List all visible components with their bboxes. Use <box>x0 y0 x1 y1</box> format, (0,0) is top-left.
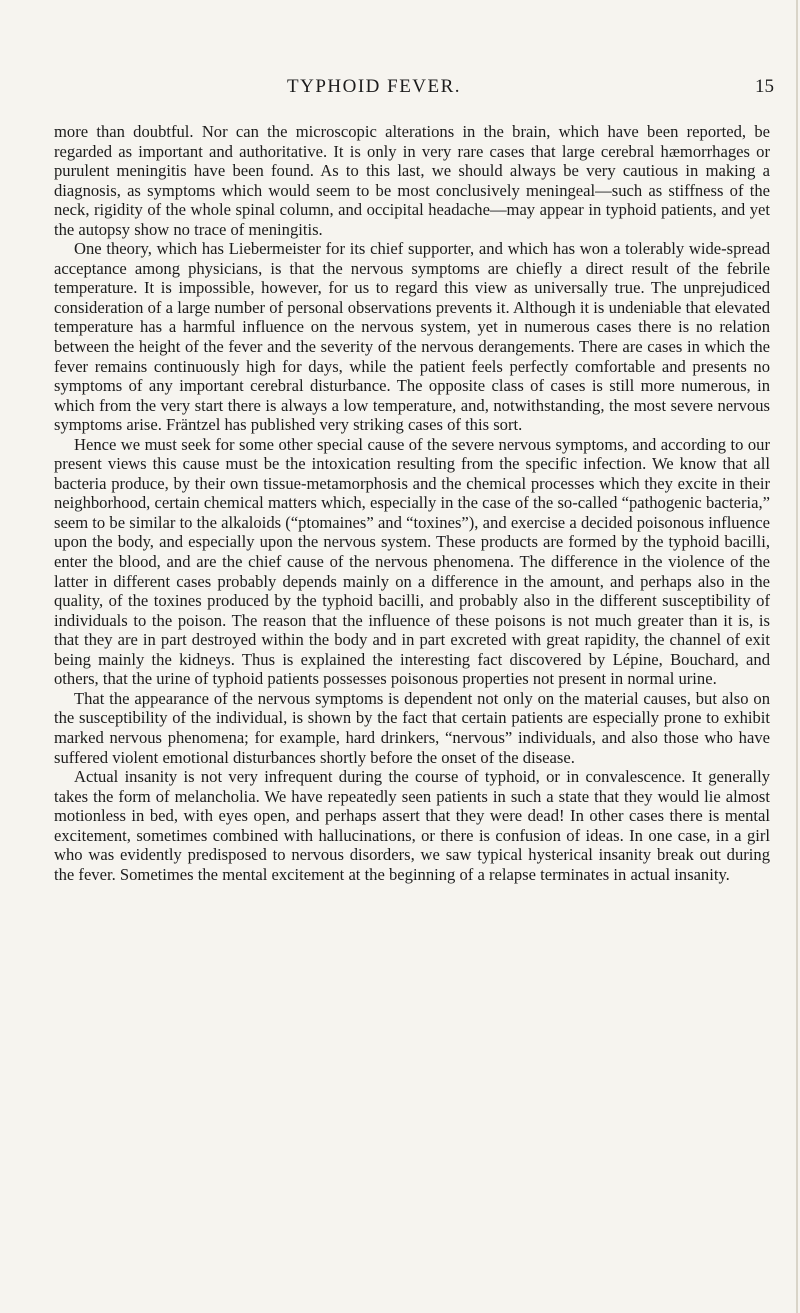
page-edge-divider <box>796 0 798 1313</box>
paragraph-liebermeister-theory: One theory, which has Liebermeister for its chief supporter, and which has won a tolerably wide-spread acceptance among physicians, is that the nervous symptoms are chiefly a direct result of the febrile temperature. It is impossible, however, for us to regard this view as universally true. The unprejudiced consideration of a large number of personal observations prevents it. Although it is undeniable that elevated temperature has a harmful influence on the nervous system, yet in numerous cases there is no relation between the height of the fever and the severity of the nervous derangements. There are cases in which the fever remains continuously high for days, while the patient feels perfectly comfortable and presents no symptoms of any important cerebral disturbance. The opposite class of cases is still more numerous, in which from the very start there is always a low temperature, and, notwithstanding, the most severe nervous symptoms arise. Fräntzel has published very striking cases of this sort. <box>54 239 770 435</box>
running-head: TYPHOID FEVER. <box>287 76 462 97</box>
page-header <box>0 76 800 104</box>
paragraph-susceptibility: That the appearance of the nervous symptoms is dependent not only on the material causes, but also on the susceptibility of the individual, is shown by the fact that certain patients are especially prone to exhibit marked nervous phenomena; for example, hard drinkers, “nervous” individuals, and also those who have suffered violent emotional disturbances shortly before the onset of the disease. <box>54 688 770 767</box>
paragraph-continued: more than doubtful. Nor can the microscopic alterations in the brain, which have been reported, be regarded as important and authoritative. It is only in very rare cases that large cerebral hæmorrhages or purulent meningitis have been found. As to this last, we should always be very cautious in making a diagnosis, as symptoms which would seem to be most conclusively meningeal—such as stiffness of the neck, rigidity of the whole spinal column, and occipital headache—may appear in typhoid patients, and yet the autopsy show no trace of meningitis. <box>54 122 770 239</box>
page-number: 15 <box>755 76 774 97</box>
body-text <box>54 122 770 884</box>
paragraph-intoxication-cause: Hence we must seek for some other special cause of the severe nervous symptoms, and according to our present views this cause must be the intoxication resulting from the specific infection. We know that all bacteria produce, by their own tissue-metamorphosis and the chemical processes which they excite in their neighborhood, certain chemical matters which, especially in the case of the so-called “pathogenic bacteria,” seem to be similar to the alkaloids (“ptomaines” and “toxines”), and exercise a decided poisonous influence upon the body, and especially upon the nervous system. These products are formed by the typhoid bacilli, enter the blood, and are the chief cause of the nervous phenomena. The difference in the violence of the latter in different cases probably depends mainly on a difference in the amount, and perhaps also in the quality, of the toxines produced by the typhoid bacilli, and probably also in the different susceptibility of individuals to the poison. The reason that the influence of these poisons is not much greater than it is, is that they are in part destroyed within the body and in part excreted with great rapidity, the channel of exit being mainly the kidneys. Thus is explained the interesting fact discovered by Lépine, Bouchard, and others, that the urine of typhoid patients possesses poisonous properties not present in normal urine. <box>54 434 770 689</box>
paragraph-insanity: Actual insanity is not very infrequent during the course of typhoid, or in convalescence. It generally takes the form of melancholia. We have repeatedly seen patients in such a state that they would lie almost motionless in bed, with eyes open, and perhaps assert that they were dead! In other cases there is mental excitement, sometimes combined with hallucinations, or there is confusion of ideas. In one case, in a girl who was evidently predisposed to nervous disorders, we saw typical hysterical insanity break out during the fever. Sometimes the mental excitement at the beginning of a relapse terminates in actual insanity. <box>54 767 770 884</box>
